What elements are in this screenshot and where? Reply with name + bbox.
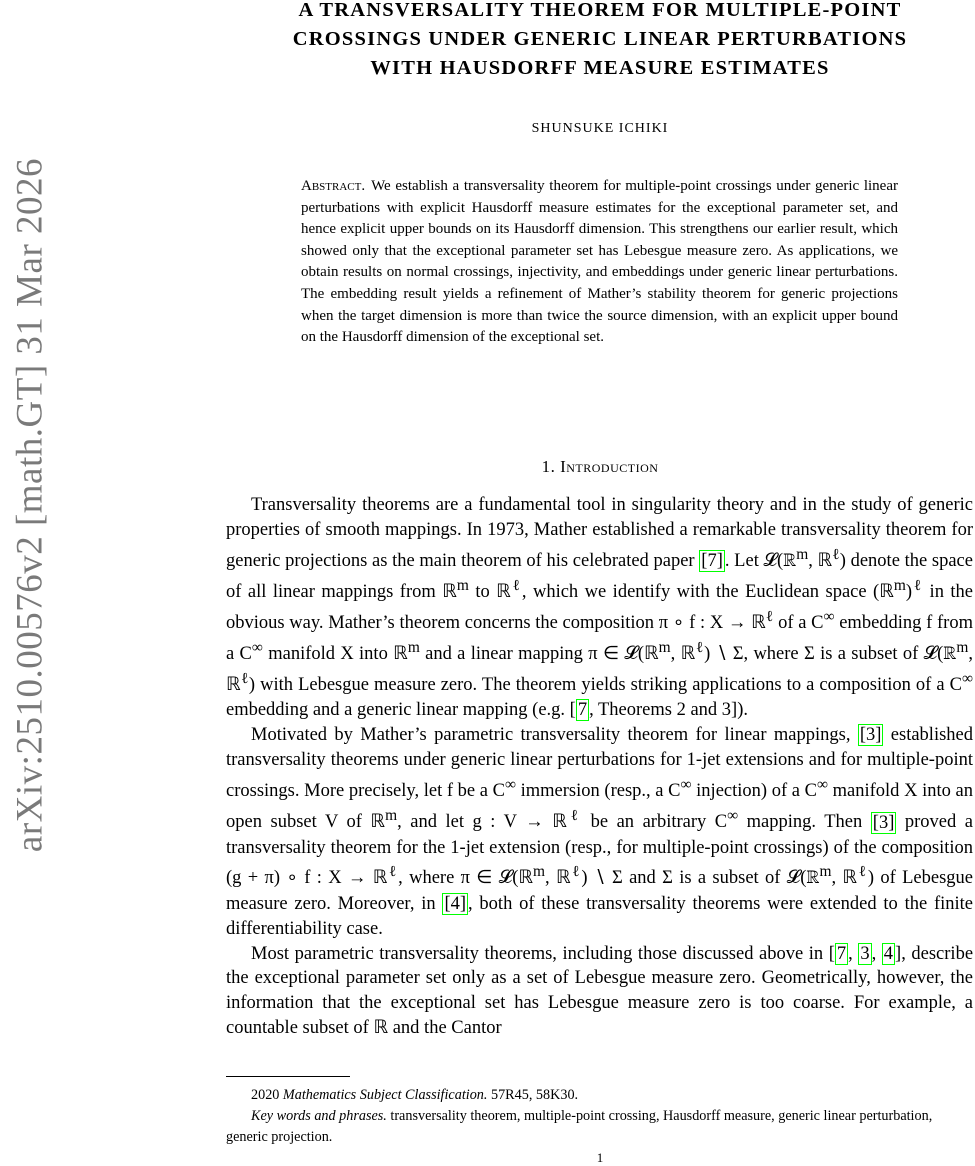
title-line: A TRANSVERSALITY THEOREM FOR MULTIPLE-POINT — [298, 0, 902, 21]
page-number: 1 — [596, 1150, 604, 1165]
keywords-footnote: Key words and phrases. transversality theorem, multiple-point crossing, Hausdorff measure, generic linear perturbation, generic projection. — [226, 1108, 933, 1145]
citation-link[interactable]: 3 — [860, 943, 870, 964]
abstract — [301, 176, 898, 349]
citation-link[interactable]: 4 — [883, 943, 894, 964]
paragraph: Motivated by Mather’s parametric transversality theorem for linear mappings, [3] established transversality theorems under generic linear perturbations for 1-jet extensions and for multiple-point crossings. More precisely, let f be a C∞ immersion (resp., a C∞ injection) of a C∞ manifold X into an open subset V of ℝ$^m$, and let g : V → ℝ$^\ell$ be an arbitrary C∞ mapping. Then [3] proved a transversality theorem for the 1-jet extension (resp., for multiple-point crossings) of the composition (g + π) ∘ f : X → ℝ$^\ell$, where π ∈ 𝓛(ℝ$^m$, ℝ$^\ell$) ∖ Σ and Σ is a subset of 𝓛(ℝ$^m$, ℝ$^\ell$) of Lebesgue measure zero. Moreover, in [4] , both of these transversality theorems were extended to the finite differentiability case. — [226, 725, 974, 939]
title-line: WITH HAUSDORFF MEASURE ESTIMATES — [370, 57, 830, 79]
citation-link[interactable]: [3] — [872, 812, 895, 833]
citation-link[interactable]: [7] — [701, 551, 723, 572]
citation-link[interactable]: [3] — [859, 725, 882, 746]
citation-link[interactable]: [4] — [444, 893, 467, 914]
citation-link[interactable]: 7 — [836, 943, 847, 964]
title-line: CROSSINGS UNDER GENERIC LINEAR PERTURBATIONS — [292, 28, 908, 50]
paragraph: Most parametric transversality theorems, including those discussed above in [ 7 , 3 , 4 ], describe the exceptional parameter set only as a set of Lebesgue measure zero. Geometrically, however, the information that the exceptional set has Lebesgue measure zero is too coarse. For example, a countable subset of ℝ and the Cantor — [226, 943, 974, 1039]
paragraph: Transversality theorems are a fundamental tool in singularity theory and in the study of generic properties of smooth mappings. In 1973, Mather established a remarkable transversality theorem for generic projections as the main theorem of his celebrated paper [7] . Let 𝓛(ℝ$^m$, ℝ$^\ell$) denote the space of all linear mappings from ℝ$^m$ to ℝ$^\ell$, which we identify with the Euclidean space (ℝ$^m$)$^\ell$ in the obvious way. Mather’s theorem concerns the composition π ∘ f : X → ℝ$^\ell$ of a C∞ embedding f from a C∞ manifold X into ℝ$^m$ and a linear mapping π ∈ 𝓛(ℝ$^m$, ℝ$^\ell$) ∖ Σ, where Σ is a subset of 𝓛(ℝ$^m$, ℝ$^\ell$) with Lebesgue measure zero. The theorem yields striking applications to a composition of a C∞ embedding and a generic linear mapping (e.g. [ 7 , Theorems 2 and 3]). — [226, 495, 974, 721]
abstract-text: We establish a transversality theorem for multiple-point crossings under generic linear perturbations with explicit Hausdorff measure estimates for the exceptional parameter set, and hence explicit upper bounds on its Hausdorff dimension. This strengthens our earlier result, which showed only that the exceptional parameter set has Lebesgue measure zero. As applications, we obtain results on normal crossings, injectivity, and embeddings under generic linear perturbations. The embedding result yields a refinement of Mather’s stability theorem for generic projections when the target dimension is more than twice the source dimension, with an explicit upper bound on the Hausdorff dimension of the exceptional set. — [301, 178, 898, 346]
introduction-body — [226, 493, 973, 1041]
arxiv-identifier: arXiv:2510.00576v2 [math.GT] 31 Mar 2026 — [9, 157, 51, 853]
footnote-rule — [226, 1076, 350, 1077]
msc-footnote: 2020 Mathematics Subject Classification. 57R45, 58K30. — [251, 1087, 579, 1103]
section-number: 1. — [541, 457, 556, 476]
paper-title — [230, 0, 970, 83]
abstract-heading: Abstract. — [301, 178, 366, 194]
section-heading — [230, 457, 970, 477]
arxiv-sidebar — [0, 0, 60, 1165]
author-name: SHUNSUKE ICHIKI — [531, 121, 669, 136]
footnotes — [226, 1085, 973, 1148]
section-title: Introduction — [560, 457, 659, 476]
citation-link[interactable]: 7 — [577, 700, 588, 721]
